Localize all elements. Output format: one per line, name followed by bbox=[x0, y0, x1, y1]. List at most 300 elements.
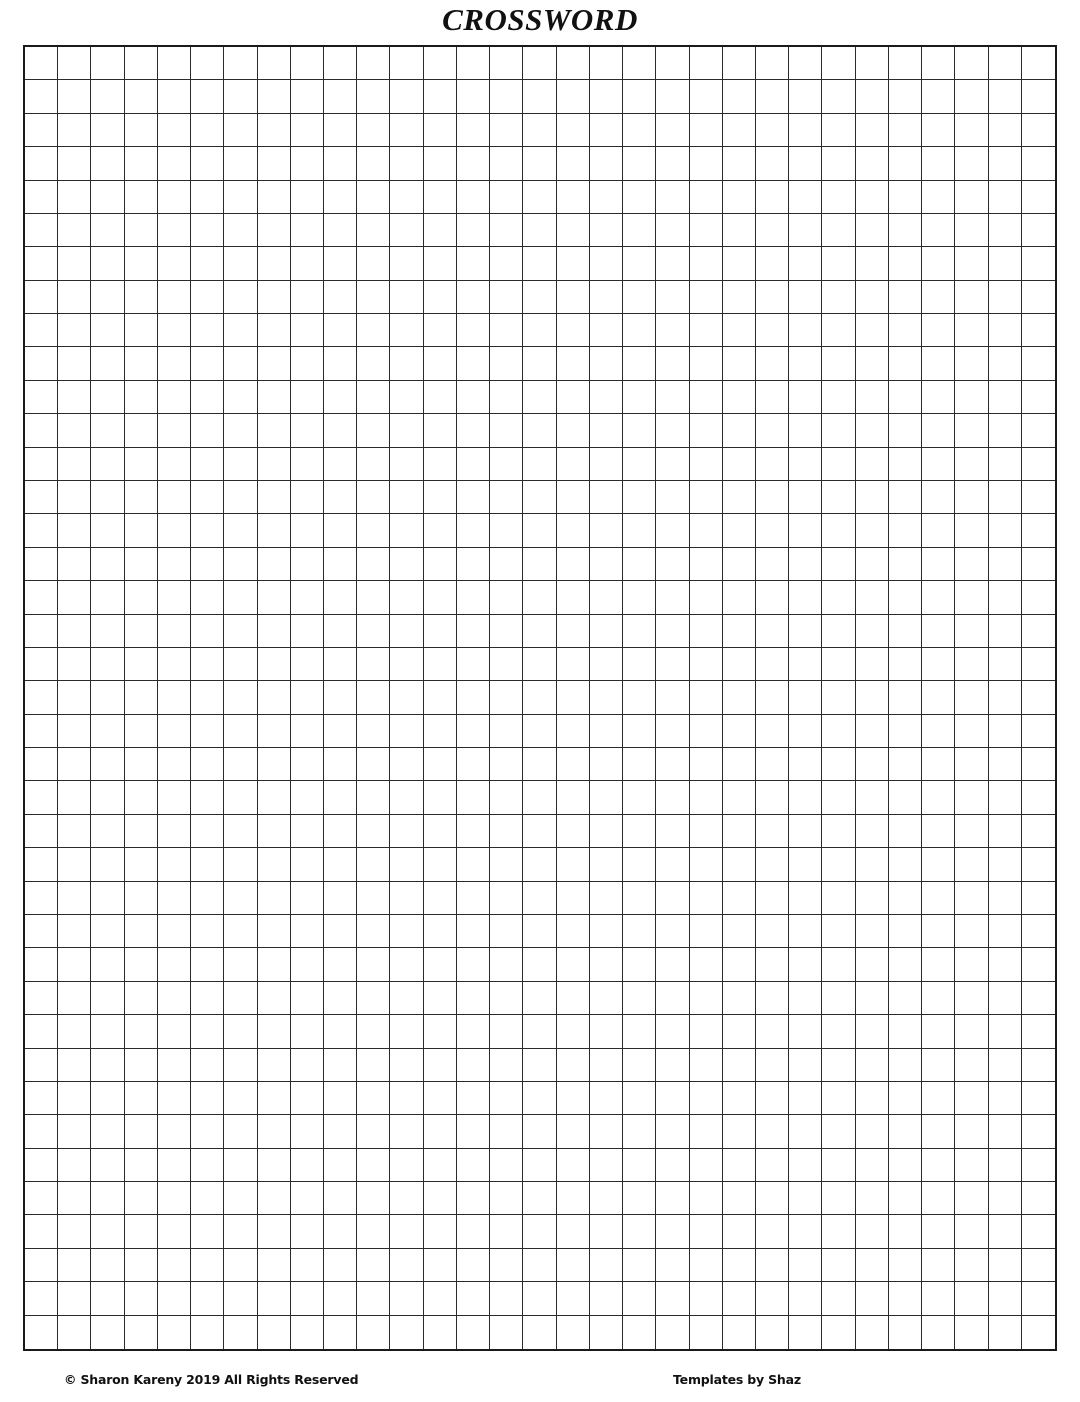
grid-cell[interactable] bbox=[623, 915, 656, 948]
grid-cell[interactable] bbox=[955, 281, 988, 314]
grid-cell[interactable] bbox=[258, 781, 291, 814]
grid-cell[interactable] bbox=[424, 414, 457, 447]
grid-cell[interactable] bbox=[590, 648, 623, 681]
grid-cell[interactable] bbox=[224, 281, 257, 314]
grid-cell[interactable] bbox=[856, 514, 889, 547]
grid-cell[interactable] bbox=[590, 982, 623, 1015]
grid-cell[interactable] bbox=[889, 1249, 922, 1282]
grid-cell[interactable] bbox=[258, 681, 291, 714]
grid-cell[interactable] bbox=[357, 314, 390, 347]
grid-cell[interactable] bbox=[822, 1015, 855, 1048]
grid-cell[interactable] bbox=[623, 1282, 656, 1315]
grid-cell[interactable] bbox=[922, 281, 955, 314]
grid-cell[interactable] bbox=[789, 314, 822, 347]
grid-cell[interactable] bbox=[191, 1115, 224, 1148]
grid-cell[interactable] bbox=[955, 347, 988, 380]
grid-cell[interactable] bbox=[324, 748, 357, 781]
grid-cell[interactable] bbox=[424, 1282, 457, 1315]
grid-cell[interactable] bbox=[291, 581, 324, 614]
grid-cell[interactable] bbox=[656, 1182, 689, 1215]
grid-cell[interactable] bbox=[889, 882, 922, 915]
grid-cell[interactable] bbox=[756, 114, 789, 147]
grid-cell[interactable] bbox=[424, 281, 457, 314]
grid-cell[interactable] bbox=[523, 481, 556, 514]
grid-cell[interactable] bbox=[789, 815, 822, 848]
grid-cell[interactable] bbox=[291, 481, 324, 514]
grid-cell[interactable] bbox=[922, 381, 955, 414]
grid-cell[interactable] bbox=[723, 1215, 756, 1248]
grid-cell[interactable] bbox=[1022, 1115, 1055, 1148]
grid-cell[interactable] bbox=[25, 581, 58, 614]
grid-cell[interactable] bbox=[789, 347, 822, 380]
grid-cell[interactable] bbox=[357, 548, 390, 581]
grid-cell[interactable] bbox=[58, 681, 91, 714]
grid-cell[interactable] bbox=[457, 581, 490, 614]
grid-cell[interactable] bbox=[922, 414, 955, 447]
grid-cell[interactable] bbox=[91, 147, 124, 180]
grid-cell[interactable] bbox=[889, 815, 922, 848]
grid-cell[interactable] bbox=[656, 347, 689, 380]
grid-cell[interactable] bbox=[291, 1115, 324, 1148]
grid-cell[interactable] bbox=[25, 848, 58, 881]
grid-cell[interactable] bbox=[756, 1215, 789, 1248]
grid-cell[interactable] bbox=[557, 247, 590, 280]
grid-cell[interactable] bbox=[590, 80, 623, 113]
grid-cell[interactable] bbox=[856, 47, 889, 80]
grid-cell[interactable] bbox=[889, 1115, 922, 1148]
grid-cell[interactable] bbox=[490, 1215, 523, 1248]
grid-cell[interactable] bbox=[457, 615, 490, 648]
grid-cell[interactable] bbox=[690, 147, 723, 180]
grid-cell[interactable] bbox=[789, 47, 822, 80]
grid-cell[interactable] bbox=[1022, 781, 1055, 814]
grid-cell[interactable] bbox=[1022, 1249, 1055, 1282]
grid-cell[interactable] bbox=[789, 147, 822, 180]
grid-cell[interactable] bbox=[324, 214, 357, 247]
grid-cell[interactable] bbox=[922, 1082, 955, 1115]
grid-cell[interactable] bbox=[822, 80, 855, 113]
grid-cell[interactable] bbox=[158, 815, 191, 848]
grid-cell[interactable] bbox=[125, 314, 158, 347]
grid-cell[interactable] bbox=[756, 147, 789, 180]
grid-cell[interactable] bbox=[258, 1049, 291, 1082]
grid-cell[interactable] bbox=[324, 615, 357, 648]
grid-cell[interactable] bbox=[789, 80, 822, 113]
grid-cell[interactable] bbox=[656, 748, 689, 781]
grid-cell[interactable] bbox=[656, 781, 689, 814]
grid-cell[interactable] bbox=[955, 915, 988, 948]
grid-cell[interactable] bbox=[989, 80, 1022, 113]
grid-cell[interactable] bbox=[989, 1215, 1022, 1248]
grid-cell[interactable] bbox=[457, 1249, 490, 1282]
grid-cell[interactable] bbox=[889, 80, 922, 113]
grid-cell[interactable] bbox=[789, 681, 822, 714]
grid-cell[interactable] bbox=[856, 147, 889, 180]
grid-cell[interactable] bbox=[623, 147, 656, 180]
grid-cell[interactable] bbox=[490, 1182, 523, 1215]
grid-cell[interactable] bbox=[25, 147, 58, 180]
grid-cell[interactable] bbox=[623, 781, 656, 814]
grid-cell[interactable] bbox=[1022, 948, 1055, 981]
grid-cell[interactable] bbox=[989, 1149, 1022, 1182]
grid-cell[interactable] bbox=[989, 648, 1022, 681]
grid-cell[interactable] bbox=[490, 114, 523, 147]
grid-cell[interactable] bbox=[756, 648, 789, 681]
grid-cell[interactable] bbox=[357, 648, 390, 681]
grid-cell[interactable] bbox=[224, 1215, 257, 1248]
grid-cell[interactable] bbox=[1022, 1015, 1055, 1048]
grid-cell[interactable] bbox=[25, 982, 58, 1015]
grid-cell[interactable] bbox=[656, 1215, 689, 1248]
grid-cell[interactable] bbox=[523, 1249, 556, 1282]
grid-cell[interactable] bbox=[523, 448, 556, 481]
grid-cell[interactable] bbox=[357, 414, 390, 447]
grid-cell[interactable] bbox=[690, 648, 723, 681]
grid-cell[interactable] bbox=[390, 414, 423, 447]
grid-cell[interactable] bbox=[656, 1282, 689, 1315]
grid-cell[interactable] bbox=[822, 915, 855, 948]
grid-cell[interactable] bbox=[490, 347, 523, 380]
grid-cell[interactable] bbox=[258, 47, 291, 80]
grid-cell[interactable] bbox=[390, 1215, 423, 1248]
grid-cell[interactable] bbox=[158, 1215, 191, 1248]
grid-cell[interactable] bbox=[258, 314, 291, 347]
grid-cell[interactable] bbox=[656, 1015, 689, 1048]
grid-cell[interactable] bbox=[789, 1249, 822, 1282]
grid-cell[interactable] bbox=[822, 448, 855, 481]
grid-cell[interactable] bbox=[822, 548, 855, 581]
grid-cell[interactable] bbox=[955, 381, 988, 414]
grid-cell[interactable] bbox=[91, 548, 124, 581]
grid-cell[interactable] bbox=[58, 481, 91, 514]
grid-cell[interactable] bbox=[955, 848, 988, 881]
grid-cell[interactable] bbox=[191, 281, 224, 314]
grid-cell[interactable] bbox=[756, 715, 789, 748]
grid-cell[interactable] bbox=[889, 414, 922, 447]
grid-cell[interactable] bbox=[690, 247, 723, 280]
grid-cell[interactable] bbox=[756, 1182, 789, 1215]
grid-cell[interactable] bbox=[357, 1015, 390, 1048]
grid-cell[interactable] bbox=[656, 681, 689, 714]
grid-cell[interactable] bbox=[291, 1215, 324, 1248]
grid-cell[interactable] bbox=[224, 1015, 257, 1048]
grid-cell[interactable] bbox=[224, 181, 257, 214]
grid-cell[interactable] bbox=[490, 1316, 523, 1349]
grid-cell[interactable] bbox=[822, 247, 855, 280]
grid-cell[interactable] bbox=[25, 114, 58, 147]
grid-cell[interactable] bbox=[789, 982, 822, 1015]
grid-cell[interactable] bbox=[258, 615, 291, 648]
grid-cell[interactable] bbox=[822, 114, 855, 147]
grid-cell[interactable] bbox=[224, 414, 257, 447]
grid-cell[interactable] bbox=[291, 648, 324, 681]
grid-cell[interactable] bbox=[856, 982, 889, 1015]
grid-cell[interactable] bbox=[357, 181, 390, 214]
grid-cell[interactable] bbox=[390, 1082, 423, 1115]
grid-cell[interactable] bbox=[523, 214, 556, 247]
grid-cell[interactable] bbox=[457, 815, 490, 848]
grid-cell[interactable] bbox=[91, 748, 124, 781]
grid-cell[interactable] bbox=[457, 648, 490, 681]
grid-cell[interactable] bbox=[191, 1182, 224, 1215]
grid-cell[interactable] bbox=[424, 214, 457, 247]
grid-cell[interactable] bbox=[191, 581, 224, 614]
grid-cell[interactable] bbox=[756, 581, 789, 614]
grid-cell[interactable] bbox=[58, 748, 91, 781]
grid-cell[interactable] bbox=[922, 948, 955, 981]
grid-cell[interactable] bbox=[690, 915, 723, 948]
grid-cell[interactable] bbox=[523, 1316, 556, 1349]
grid-cell[interactable] bbox=[490, 381, 523, 414]
grid-cell[interactable] bbox=[656, 514, 689, 547]
grid-cell[interactable] bbox=[158, 1282, 191, 1315]
grid-cell[interactable] bbox=[989, 314, 1022, 347]
grid-cell[interactable] bbox=[955, 781, 988, 814]
grid-cell[interactable] bbox=[690, 514, 723, 547]
grid-cell[interactable] bbox=[889, 1316, 922, 1349]
grid-cell[interactable] bbox=[324, 314, 357, 347]
grid-cell[interactable] bbox=[58, 548, 91, 581]
grid-cell[interactable] bbox=[324, 381, 357, 414]
grid-cell[interactable] bbox=[25, 882, 58, 915]
grid-cell[interactable] bbox=[158, 781, 191, 814]
grid-cell[interactable] bbox=[623, 581, 656, 614]
grid-cell[interactable] bbox=[955, 1082, 988, 1115]
grid-cell[interactable] bbox=[557, 147, 590, 180]
grid-cell[interactable] bbox=[656, 715, 689, 748]
grid-cell[interactable] bbox=[1022, 848, 1055, 881]
grid-cell[interactable] bbox=[58, 281, 91, 314]
grid-cell[interactable] bbox=[822, 948, 855, 981]
grid-cell[interactable] bbox=[590, 381, 623, 414]
grid-cell[interactable] bbox=[224, 481, 257, 514]
grid-cell[interactable] bbox=[523, 915, 556, 948]
grid-cell[interactable] bbox=[590, 414, 623, 447]
grid-cell[interactable] bbox=[822, 748, 855, 781]
grid-cell[interactable] bbox=[955, 1282, 988, 1315]
grid-cell[interactable] bbox=[955, 1015, 988, 1048]
grid-cell[interactable] bbox=[91, 214, 124, 247]
grid-cell[interactable] bbox=[690, 1215, 723, 1248]
grid-cell[interactable] bbox=[457, 381, 490, 414]
grid-cell[interactable] bbox=[258, 80, 291, 113]
grid-cell[interactable] bbox=[291, 1082, 324, 1115]
grid-cell[interactable] bbox=[955, 1316, 988, 1349]
grid-cell[interactable] bbox=[490, 281, 523, 314]
grid-cell[interactable] bbox=[58, 247, 91, 280]
grid-cell[interactable] bbox=[889, 715, 922, 748]
grid-cell[interactable] bbox=[557, 1149, 590, 1182]
grid-cell[interactable] bbox=[91, 648, 124, 681]
grid-cell[interactable] bbox=[258, 1115, 291, 1148]
grid-cell[interactable] bbox=[756, 948, 789, 981]
grid-cell[interactable] bbox=[258, 1215, 291, 1248]
grid-cell[interactable] bbox=[856, 281, 889, 314]
grid-cell[interactable] bbox=[955, 681, 988, 714]
grid-cell[interactable] bbox=[324, 982, 357, 1015]
grid-cell[interactable] bbox=[590, 1316, 623, 1349]
grid-cell[interactable] bbox=[191, 114, 224, 147]
grid-cell[interactable] bbox=[25, 648, 58, 681]
grid-cell[interactable] bbox=[557, 1015, 590, 1048]
grid-cell[interactable] bbox=[889, 347, 922, 380]
grid-cell[interactable] bbox=[822, 147, 855, 180]
grid-cell[interactable] bbox=[623, 314, 656, 347]
grid-cell[interactable] bbox=[357, 615, 390, 648]
grid-cell[interactable] bbox=[656, 414, 689, 447]
grid-cell[interactable] bbox=[789, 1182, 822, 1215]
grid-cell[interactable] bbox=[989, 514, 1022, 547]
grid-cell[interactable] bbox=[58, 882, 91, 915]
grid-cell[interactable] bbox=[224, 982, 257, 1015]
grid-cell[interactable] bbox=[291, 1015, 324, 1048]
grid-cell[interactable] bbox=[291, 1149, 324, 1182]
grid-cell[interactable] bbox=[457, 1215, 490, 1248]
grid-cell[interactable] bbox=[690, 1282, 723, 1315]
grid-cell[interactable] bbox=[856, 648, 889, 681]
grid-cell[interactable] bbox=[291, 181, 324, 214]
grid-cell[interactable] bbox=[324, 1115, 357, 1148]
grid-cell[interactable] bbox=[889, 147, 922, 180]
grid-cell[interactable] bbox=[191, 815, 224, 848]
grid-cell[interactable] bbox=[623, 247, 656, 280]
grid-cell[interactable] bbox=[922, 448, 955, 481]
grid-cell[interactable] bbox=[756, 448, 789, 481]
grid-cell[interactable] bbox=[390, 1115, 423, 1148]
grid-cell[interactable] bbox=[158, 982, 191, 1015]
grid-cell[interactable] bbox=[324, 181, 357, 214]
grid-cell[interactable] bbox=[1022, 481, 1055, 514]
grid-cell[interactable] bbox=[590, 281, 623, 314]
grid-cell[interactable] bbox=[557, 47, 590, 80]
grid-cell[interactable] bbox=[723, 214, 756, 247]
grid-cell[interactable] bbox=[523, 80, 556, 113]
grid-cell[interactable] bbox=[856, 381, 889, 414]
grid-cell[interactable] bbox=[58, 948, 91, 981]
grid-cell[interactable] bbox=[91, 615, 124, 648]
grid-cell[interactable] bbox=[590, 114, 623, 147]
grid-cell[interactable] bbox=[723, 948, 756, 981]
grid-cell[interactable] bbox=[723, 915, 756, 948]
grid-cell[interactable] bbox=[955, 948, 988, 981]
grid-cell[interactable] bbox=[955, 882, 988, 915]
grid-cell[interactable] bbox=[357, 715, 390, 748]
grid-cell[interactable] bbox=[656, 448, 689, 481]
grid-cell[interactable] bbox=[258, 214, 291, 247]
grid-cell[interactable] bbox=[590, 247, 623, 280]
grid-cell[interactable] bbox=[989, 47, 1022, 80]
grid-cell[interactable] bbox=[457, 281, 490, 314]
grid-cell[interactable] bbox=[91, 581, 124, 614]
grid-cell[interactable] bbox=[58, 1249, 91, 1282]
grid-cell[interactable] bbox=[822, 1215, 855, 1248]
grid-cell[interactable] bbox=[922, 214, 955, 247]
grid-cell[interactable] bbox=[723, 1316, 756, 1349]
grid-cell[interactable] bbox=[690, 1015, 723, 1048]
grid-cell[interactable] bbox=[224, 47, 257, 80]
grid-cell[interactable] bbox=[390, 815, 423, 848]
grid-cell[interactable] bbox=[989, 347, 1022, 380]
grid-cell[interactable] bbox=[25, 815, 58, 848]
grid-cell[interactable] bbox=[557, 1049, 590, 1082]
grid-cell[interactable] bbox=[789, 214, 822, 247]
grid-cell[interactable] bbox=[158, 548, 191, 581]
grid-cell[interactable] bbox=[822, 181, 855, 214]
grid-cell[interactable] bbox=[457, 214, 490, 247]
grid-cell[interactable] bbox=[25, 448, 58, 481]
grid-cell[interactable] bbox=[1022, 1082, 1055, 1115]
grid-cell[interactable] bbox=[955, 1249, 988, 1282]
grid-cell[interactable] bbox=[557, 1215, 590, 1248]
grid-cell[interactable] bbox=[955, 715, 988, 748]
grid-cell[interactable] bbox=[191, 1215, 224, 1248]
grid-cell[interactable] bbox=[789, 1049, 822, 1082]
grid-cell[interactable] bbox=[291, 748, 324, 781]
grid-cell[interactable] bbox=[955, 481, 988, 514]
grid-cell[interactable] bbox=[324, 1282, 357, 1315]
grid-cell[interactable] bbox=[390, 848, 423, 881]
grid-cell[interactable] bbox=[158, 915, 191, 948]
grid-cell[interactable] bbox=[955, 548, 988, 581]
grid-cell[interactable] bbox=[125, 80, 158, 113]
grid-cell[interactable] bbox=[955, 815, 988, 848]
grid-cell[interactable] bbox=[557, 281, 590, 314]
grid-cell[interactable] bbox=[125, 915, 158, 948]
grid-cell[interactable] bbox=[690, 948, 723, 981]
grid-cell[interactable] bbox=[723, 848, 756, 881]
grid-cell[interactable] bbox=[457, 347, 490, 380]
grid-cell[interactable] bbox=[191, 948, 224, 981]
grid-cell[interactable] bbox=[490, 247, 523, 280]
grid-cell[interactable] bbox=[125, 1215, 158, 1248]
grid-cell[interactable] bbox=[523, 1182, 556, 1215]
grid-cell[interactable] bbox=[258, 548, 291, 581]
grid-cell[interactable] bbox=[490, 1249, 523, 1282]
grid-cell[interactable] bbox=[291, 114, 324, 147]
grid-cell[interactable] bbox=[656, 381, 689, 414]
grid-cell[interactable] bbox=[856, 848, 889, 881]
grid-cell[interactable] bbox=[955, 47, 988, 80]
grid-cell[interactable] bbox=[457, 1282, 490, 1315]
grid-cell[interactable] bbox=[723, 281, 756, 314]
grid-cell[interactable] bbox=[125, 347, 158, 380]
grid-cell[interactable] bbox=[723, 1082, 756, 1115]
grid-cell[interactable] bbox=[623, 1115, 656, 1148]
grid-cell[interactable] bbox=[91, 314, 124, 347]
grid-cell[interactable] bbox=[191, 1049, 224, 1082]
grid-cell[interactable] bbox=[557, 882, 590, 915]
grid-cell[interactable] bbox=[789, 481, 822, 514]
grid-cell[interactable] bbox=[357, 80, 390, 113]
grid-cell[interactable] bbox=[557, 514, 590, 547]
grid-cell[interactable] bbox=[390, 514, 423, 547]
grid-cell[interactable] bbox=[756, 1015, 789, 1048]
grid-cell[interactable] bbox=[158, 414, 191, 447]
grid-cell[interactable] bbox=[690, 882, 723, 915]
grid-cell[interactable] bbox=[490, 147, 523, 180]
grid-cell[interactable] bbox=[889, 948, 922, 981]
grid-cell[interactable] bbox=[490, 1115, 523, 1148]
grid-cell[interactable] bbox=[623, 1316, 656, 1349]
grid-cell[interactable] bbox=[690, 347, 723, 380]
grid-cell[interactable] bbox=[125, 1316, 158, 1349]
grid-cell[interactable] bbox=[989, 748, 1022, 781]
grid-cell[interactable] bbox=[291, 1316, 324, 1349]
grid-cell[interactable] bbox=[590, 1215, 623, 1248]
grid-cell[interactable] bbox=[690, 982, 723, 1015]
grid-cell[interactable] bbox=[1022, 1182, 1055, 1215]
grid-cell[interactable] bbox=[756, 781, 789, 814]
